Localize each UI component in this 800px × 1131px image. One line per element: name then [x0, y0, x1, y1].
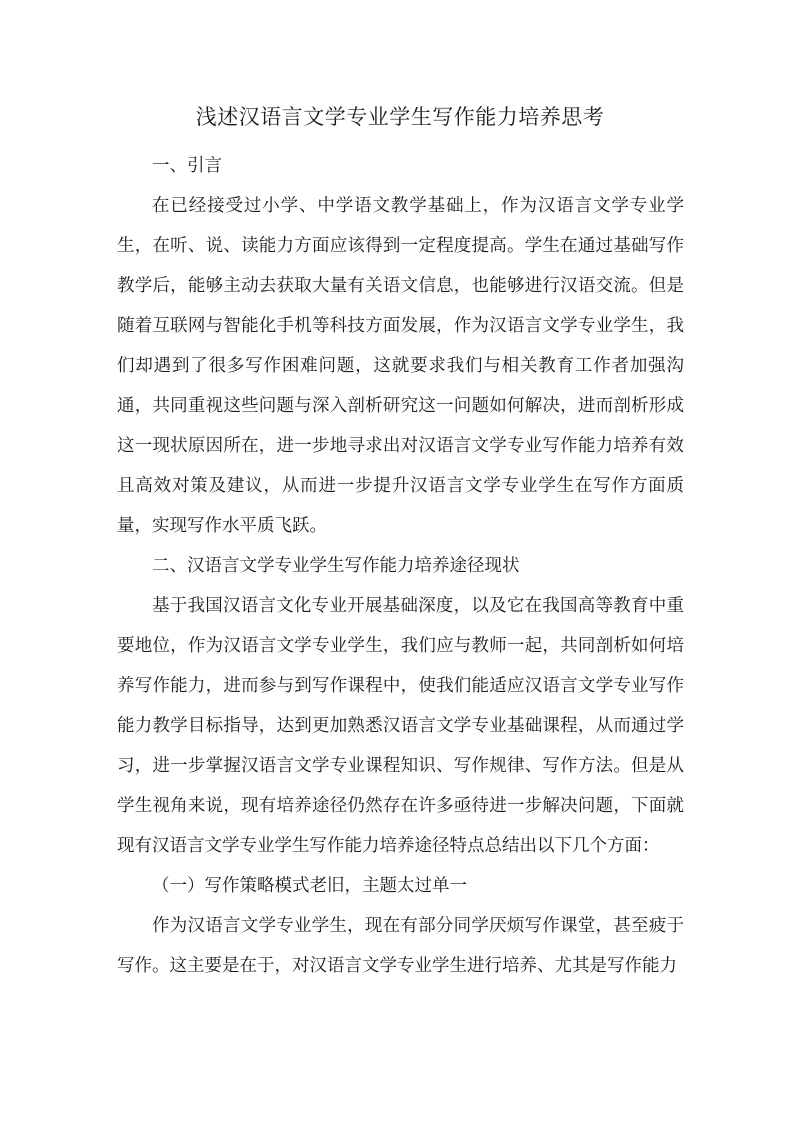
paragraph-introduction: 在已经接受过小学、中学语文教学基础上，作为汉语言文学专业学生，在听、说、读能力方面应该得到一定程度提高。学生在通过基础写作教学后，能够主动去获取大量有关语文信息，也能够进行汉语交流。但是随着互联网与智能化手机等科技方面发展，作为汉语言文学专业学生，我们却遇到了很多写作困难问题，这就要求我们与相关教育工作者加强沟通，共同重视这些问题与深入剖析研究这一问题如何解决，进而剖析形成这一现状原因所在，进一步地寻求出对汉语言文学专业写作能力培养有效且高效对策及建议，从而进一步提升汉语言文学专业学生在写作方面质量，实现写作水平质飞跃。 — [117, 196, 684, 536]
document-title: 浅述汉语言文学专业学生写作能力培养思考 — [195, 105, 605, 129]
paragraph-current-status: 基于我国汉语言文化专业开展基础深度，以及它在我国高等教育中重要地位，作为汉语言文学专业学生，我们应与教师一起，共同剖析如何培养写作能力，进而参与到写作课程中，使我们能适应汉语言文学专业写作能力教学目标指导，达到更加熟悉汉语言文学专业基础课程，从而通过学习，进一步掌握汉语言文学专业课程知识、写作规律、写作方法。但是从学生视角来说，现有培养途径仍然存在许多亟待进一步解决问题，下面就现有汉语言文学专业学生写作能力培养途径特点总结出以下几个方面： — [117, 596, 684, 856]
subsection-heading-strategy: （一）写作策略模式老旧，主题太过单一 — [152, 876, 467, 896]
section-heading-introduction: 一、引言 — [152, 156, 222, 176]
section-heading-current-status: 二、汉语言文学专业学生写作能力培养途径现状 — [152, 556, 520, 576]
paragraph-strategy: 作为汉语言文学专业学生，现在有部分同学厌烦写作课堂，甚至疲于写作。这主要是在于，对汉语言文学专业学生进行培养、尤其是写作能力 — [117, 916, 684, 976]
document-body — [117, 146, 684, 986]
